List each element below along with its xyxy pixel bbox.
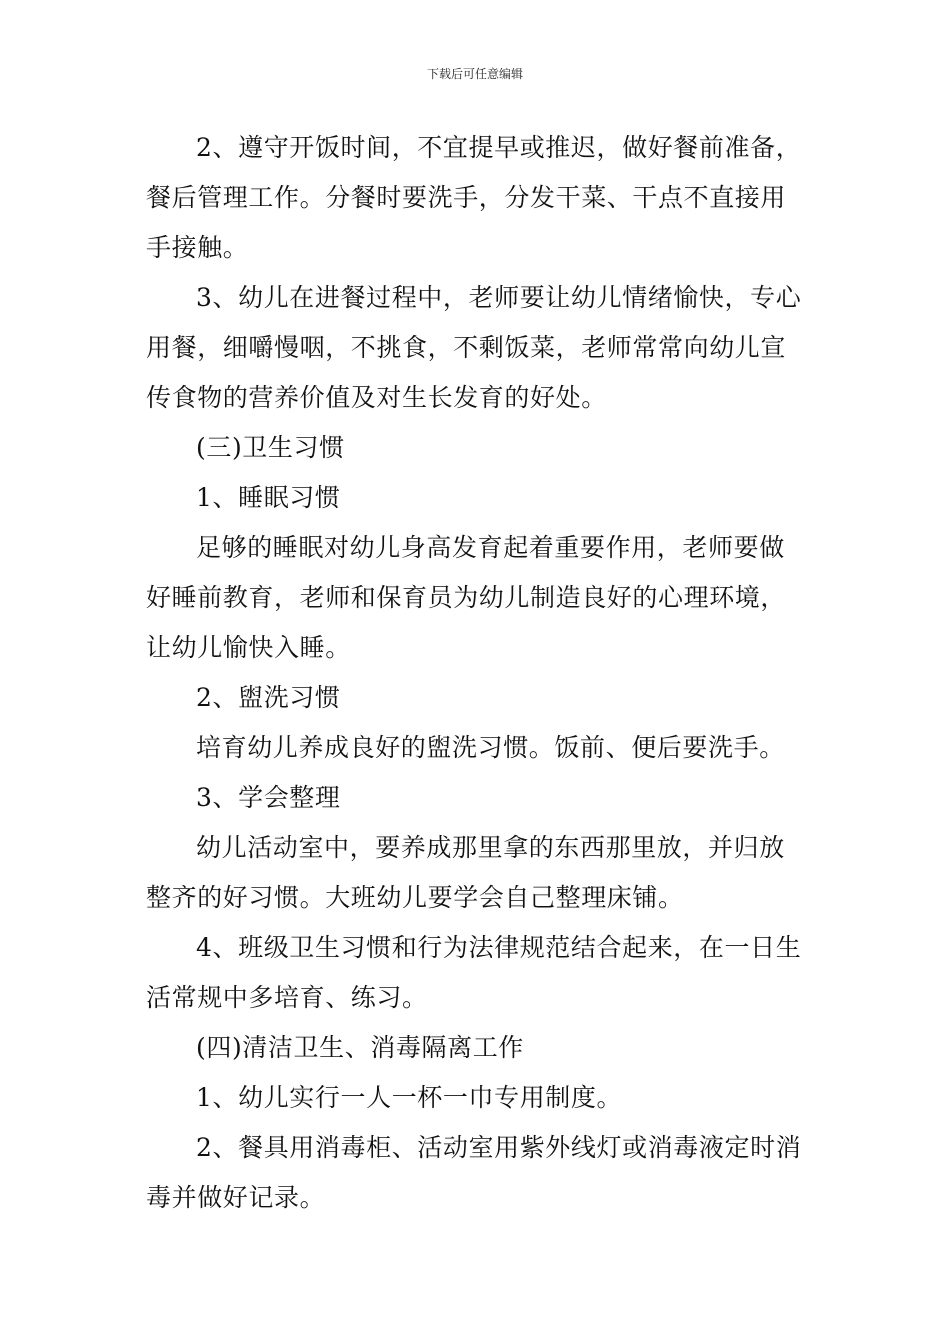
document-body [146, 123, 810, 1223]
subheading-tidying: 3、学会整理 [196, 783, 341, 812]
subheading-sleep-habits: 1、睡眠习惯 [196, 483, 341, 512]
paragraph-eating-process: 3、幼儿在进餐过程中，老师要让幼儿情绪愉快，专心用餐，细嚼慢咽，不挑食，不剩饭菜，老师常常向幼儿宣传食物的营养价值及对生长发育的好处。 [146, 283, 802, 412]
paragraph-class-hygiene: 4、班级卫生习惯和行为法律规范结合起来，在一日生活常规中多培育、练习。 [146, 933, 802, 1012]
paragraph-sleep: 足够的睡眠对幼儿身高发育起着重要作用，老师要做好睡前教育，老师和保育员为幼儿制造良好的心理环境，让幼儿愉快入睡。 [146, 533, 787, 662]
paragraph-washing: 培育幼儿养成良好的盥洗习惯。饭前、便后要洗手。 [196, 733, 785, 762]
section-heading-hygiene-habits: (三)卫生习惯 [196, 433, 345, 462]
paragraph-meal-time: 2、遵守开饭时间，不宜提早或推迟，做好餐前准备，餐后管理工作。分餐时要洗手，分发干菜、干点不直接用手接触。 [146, 133, 802, 262]
subheading-washing-habits: 2、盥洗习惯 [196, 683, 341, 712]
paragraph-personal-cups: 1、幼儿实行一人一杯一巾专用制度。 [196, 1083, 623, 1112]
section-heading-cleaning-disinfection: (四)清洁卫生、消毒隔离工作 [196, 1033, 524, 1062]
page-header: 下载后可任意编辑 [426, 67, 523, 81]
paragraph-tableware-disinfection: 2、餐具用消毒柜、活动室用紫外线灯或消毒液定时消毒并做好记录。 [146, 1133, 802, 1212]
paragraph-tidying: 幼儿活动室中，要养成那里拿的东西那里放，并归放整齐的好习惯。大班幼儿要学会自己整理床铺。 [146, 833, 785, 912]
